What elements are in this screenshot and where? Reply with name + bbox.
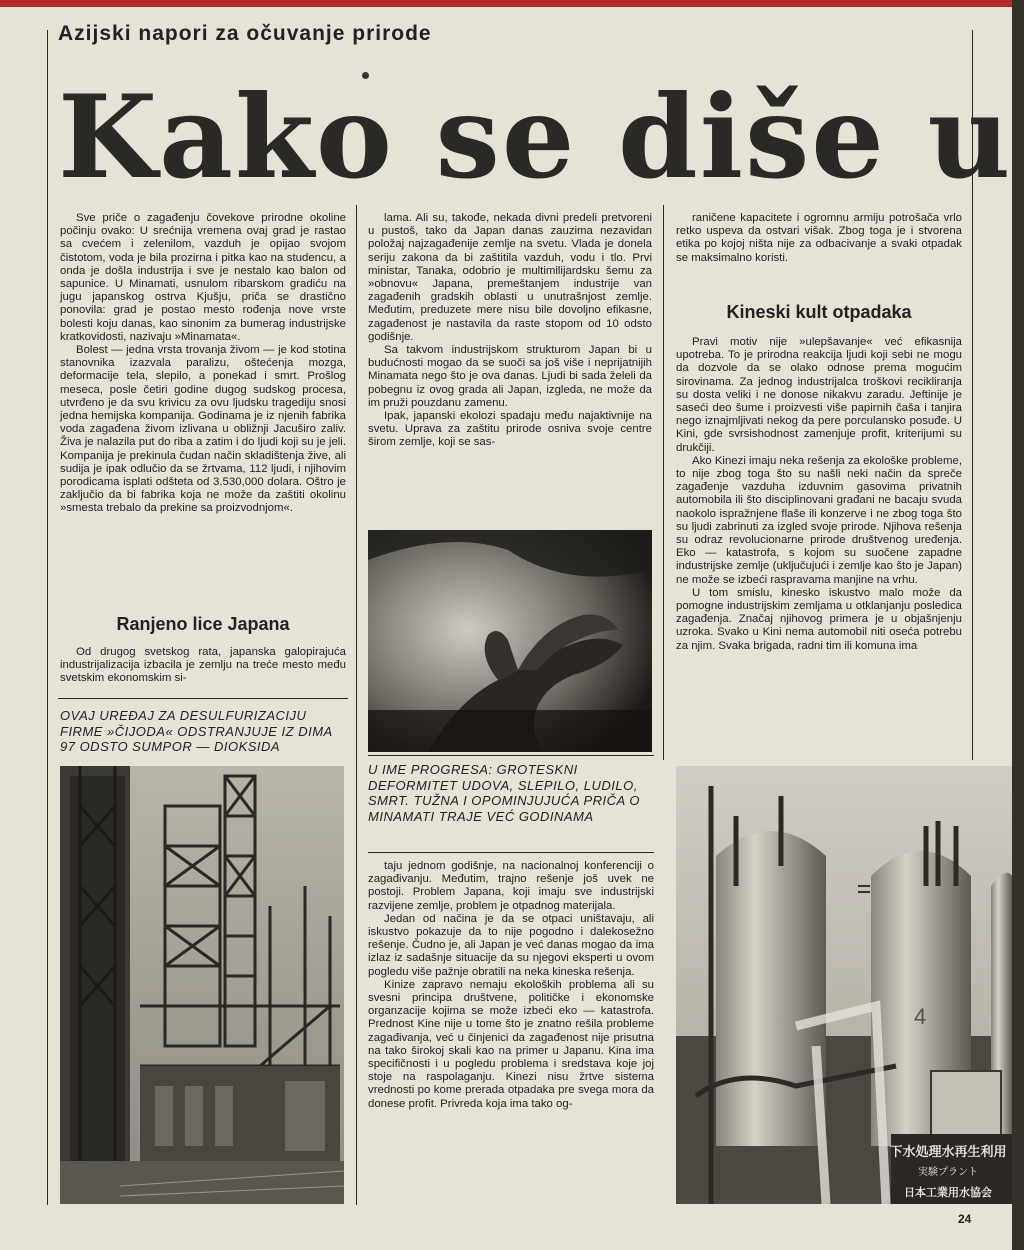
top-color-band (0, 0, 1024, 7)
paragraph: raničene kapacitete i ogromnu armiju potrošača vrlo retko uspeva da ostvari višak. Zbog toga je i stvorena etika po kojoj ništa nije za odbacivanje a svaki otpadak se maksimalno koristi. (676, 212, 962, 264)
paragraph: Jedan od načina je da se otpaci uništavaju, ali iskustvo pokazuje da to nije pogodno i dalekosežno rešenje. Čudno je, ali Japan je već danas mogao da ima izlaz iz sadašnje situacije da su njegovi eksperti u ovom pogledu više pažnje obratili na neka kineska rešenja. (368, 912, 654, 978)
caption-rule-top (58, 698, 348, 699)
caption-rule-middle (368, 755, 654, 756)
sign-line-2: 実験プラント (918, 1167, 978, 1178)
desulfurization-plant-photo (60, 766, 344, 1204)
paragraph: Pravi motiv nije »ulepšavanje« već efikasnija upotreba. To je prirodna reakcija ljudi koji sebi ne mogu da dozvole da se olako odnose prema mogućim sirovinama. Za jednog industrijalca troškovi recikliranja su dosta veliki i ne donose nikakvu zaradu. Jeftinije je saseći deo šume i proizvesti više papirnih čaša i tanjira nego iznajmljivati nekog da pere porculansko posuđe. U Kini, gde svrsishodnost zamenjuje profit, kriterijumi su drukčiji. (676, 336, 962, 454)
sign-line-3: 日本工業用水協会 (904, 1186, 992, 1199)
paragraph: Od drugog svetskog rata, japanska galopirajuća industrijalizacija izbacila je zemlju na treće mesto među svetskim ekonomskim si- (60, 646, 346, 685)
paragraph: Ipak, japanski ekolozi spadaju među najaktivnije na svetu. Uprava za zaštitu prirode osniva svoje centre širom zemlje, koji se sas- (368, 410, 652, 449)
column-rule-1 (356, 205, 357, 1205)
hand-illustration (368, 530, 652, 752)
left-margin-rule (47, 30, 48, 1205)
caption-middle: U IME PROGRESA: GROTESKNI DEFORMITET UDOVA, SLEPILO, LUDILO, SMRT. TUŽNA I OPOMINJUJUĆA PRIČA O MINAMATI TRAJE VEĆ GODINAMA (368, 762, 640, 824)
column-2-lower-text (368, 860, 654, 1111)
column-1-continued (60, 646, 346, 686)
paragraph: Sa takvom industrijskom strukturom Japan bi u budućnosti mogao da se suoči sa još više i neprijatnijih Minamata nego što je ova danas. Ljudi bi sada želeli da pobegnu iz ovog grada ali Japan, izgleda, ne može da im pruži pouzdanu zamenu. (368, 344, 652, 409)
paragraph: lama. Ali su, takođe, nekada divni predeli pretvoreni u pustoš, tako da Japan danas zauzima nezavidan položaj najzagađenije zemlje na svetu. Vlada je donela seriju zakona da bi zaštitila vazduh, vodu i tlo. Prvi ministar, Tanaka, odobrio je multimilijardsku šemu za »obnovu« Japana, premeštanjem industrije van zagađenih gradskih oblasti u unutrašnjost zemlje. Međutim, preduzete mere nisu bile dovoljno efikasne, zagađenost je nastavila da raste stopom od 10 odsto godišnje. (368, 212, 652, 343)
paragraph: Sve priče o zagađenju čovekove prirodne okoline počinju ovako: U srećnija vremena ovaj grad je rastao sa cvećem i zelenilom, vazduh je opijao svojom čistotom, voda je bila prozirna i pitka kao na studencu, a onda je došla industrija i sve je nestalo kao balon od sapunice. U Minamati, usnulom ribarskom gradiću na jugu japanskog ostrva Kjušju, priča se drastično ponovila: grad je postao mesto rođenja nove vrste bolesti koju danas, kao sinonim za bumerag industrijske kratkovidosti, nazivaju »Minamata«. (60, 212, 346, 343)
subhead-ranjeno-lice: Ranjeno lice Japana (116, 614, 290, 634)
minamata-hand-photo (368, 530, 652, 752)
paragraph: Bolest — jedna vrsta trovanja živom — je kod stotina stanovnika izazvala paralizu, oštećenja mozga, deformacije tela, slepilo, a ponekad i smrt. Prošlog meseca, posle četiri godine dugog sudskog procesa, utvrđeno je da svu krivicu za ovu ljudsku tragediju snosi jedna hemijska kompanija. Godinama je iz njenih fabrika voda zagađena živom izlivana u obližnji Jacuširo zaliv. Živa je nalazila put do riba a zatim i do ljudi koji su je jeli. Kompanija je prekinula čudan način skladištenja žive, ali sudija je ipak odlučio da se žrtvama, 112 ljudi, i njihovim porodicama isplati odšteta od 3.530,000 dolara. Oštro je zaključio da bi fabrika koja ne može da zaštiti okolinu »smesta trebalo da prekine sa proizvodnjom«. (60, 344, 346, 515)
column-2-text (368, 212, 652, 450)
paragraph: Ako Kinezi imaju neka rešenja za ekološke probleme, to nije zbog toga što su našli neki način da spreče zagađenje vazduha izduvnim gasovima privatnih automobila ili što disciplinovani građani ne bacaju svuda naokolo ispražnjene flaše ili konzerve i ne zbog toga što su ljudi zabrinuti za izgled svoje prirode. Njihova rešenja su odraz revolucionarne prirode društvenog uređenja. Eko — katastrofa, s kojom su suočene zapadne industrijske zemlje (uključujući i zemlje kao što je Japan) ne može se izbeći raspravama manjine na vrhu. (676, 454, 962, 586)
column-3-continued (676, 336, 962, 653)
subhead-kineski-kult: Kineski kult otpadaka (726, 302, 912, 322)
headline: Kako se diše u (58, 78, 1013, 196)
column-1-text (60, 212, 346, 516)
column-3-text (676, 212, 962, 265)
page-number: 24 (958, 1212, 972, 1226)
water-treatment-tanks-photo (676, 766, 1012, 1204)
paragraph: Kinize zapravo nemaju ekoloških problema ali su svesni principa društvene, političke i ekonomske organzacije kojima se može izbeći eko — katastrofa. Prednost Kine nije u tome što je znatno rešila probleme zagađivanja, već u činjenici da zagađenost nije prisutna na tako širokoj skali kao na primer u Japanu. Kina ima specifičnosti i u pogledu problema i sredstava koje joj stoje na raspolaganju. Kinezi nisu žrtve sistema vrednosti po kome prerada otpadaka pre svega mora da donese profit. Privreda koja ima tako og- (368, 978, 654, 1110)
plant-illustration (60, 766, 344, 1204)
column-rule-2 (663, 205, 664, 760)
paragraph: U tom smislu, kinesko iskustvo malo može da pomogne industrijskim zemljama u otklanjanju posledica zagađenja. Značaj njihovog primera je u objašnjenju uzroka. Svako u Kini nema automobil niti oseća potrebu za njim. Svaka brigada, radni tim ili komuna ima (676, 586, 962, 652)
tanks-illustration (676, 766, 1012, 1204)
caption-left: OVAJ UREĐAJ ZA DESULFURIZACIJU FIRME »ČIJODA« ODSTRANJUJE IZ DIMA 97 ODSTO SUMPOR — DIOKSIDA (60, 708, 333, 754)
section-title: Azijski napori za očuvanje prirode (58, 22, 432, 45)
tank-number: 4 (914, 1004, 927, 1029)
paragraph: taju jednom godišnje, na nacionalnoj konferenciji o zagađivanju. Međutim, trajno rešenje još uvek ne postoji. Problem Japana, koji imaju sve industrijski razvijene zemlje, problem je otpadnog materijala. (368, 860, 654, 912)
caption-rule-middle-bottom (368, 852, 654, 853)
sign-line-1: 下水処理水再生利用 (889, 1145, 1007, 1160)
